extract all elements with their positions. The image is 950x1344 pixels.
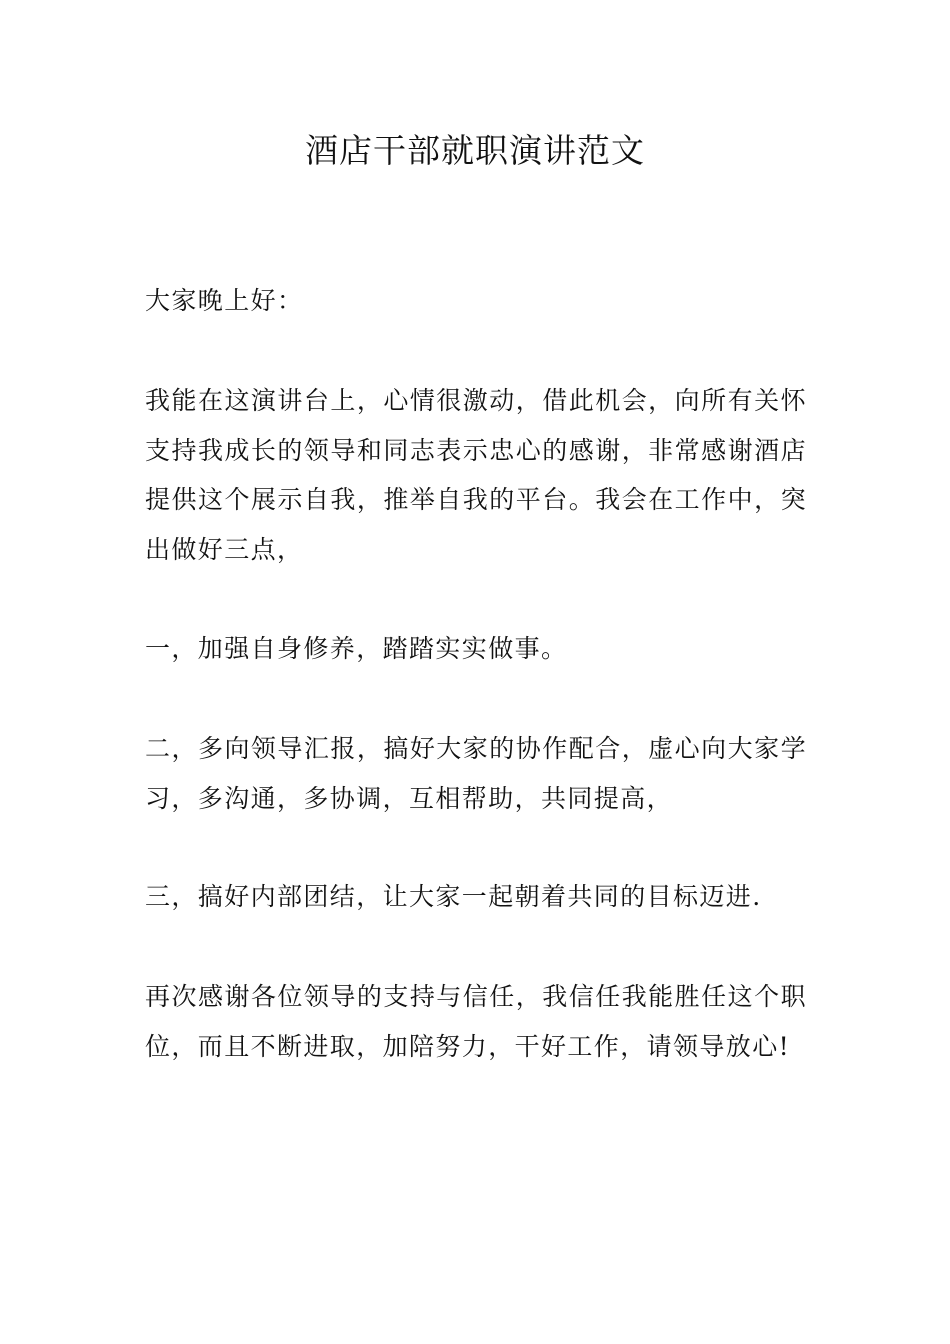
point-two-paragraph: 二，多向领导汇报，搞好大家的协作配合，虚心向大家学习，多沟通，多协调，互相帮助，共同提高，	[145, 734, 807, 813]
point-three-paragraph: 三，搞好内部团结，让大家一起朝着共同的目标迈进.	[145, 882, 762, 911]
greeting-paragraph: 大家晚上好：	[145, 286, 304, 315]
document-title: 酒店干部就职演讲范文	[305, 131, 645, 170]
closing-paragraph: 再次感谢各位领导的支持与信任，我信任我能胜任这个职位，而且不断进取，加陪努力，干好工作，请领导放心!	[145, 982, 807, 1061]
point-one-paragraph: 一，加强自身修养，踏踏实实做事。	[145, 634, 568, 663]
intro-paragraph: 我能在这演讲台上，心情很激动，借此机会，向所有关怀支持我成长的领导和同志表示忠心的感谢，非常感谢酒店提供这个展示自我，推举自我的平台。我会在工作中，突出做好三点，	[145, 386, 807, 564]
